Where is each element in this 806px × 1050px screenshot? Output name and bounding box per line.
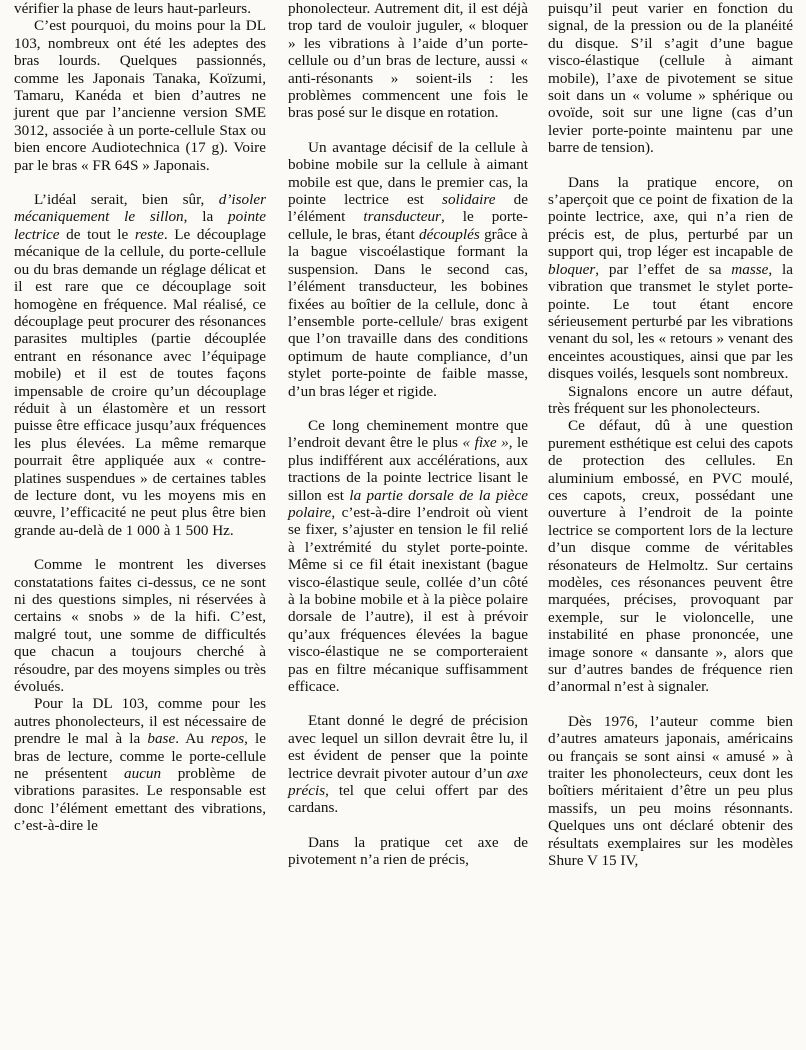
text-column-1 — [14, 0, 266, 835]
paragraph: Dès 1976, l’auteur comme bien d’autres amateurs japonais, américains ou français se sont ainsi « amusé » à traiter les phonolecteurs, ceux dont les boîtiers méritaient d’être un peu plus massifs, un peu moins résonnants. Quelques uns ont déclaré obtenir des résultats exemplaires sur les modèles Shure V 15 IV, — [548, 712, 793, 870]
paragraph: Comme le montrent les diverses constatations faites ci-dessus, ce ne sont ni des questions simples, ni réservées à certains « snobs » de la hifi. C’est, malgré tout, une somme de difficultés que chacun a toujours cherché à résoudre, par des moyens simples ou très évolués. — [14, 556, 266, 696]
paragraph: L’idéal serait, bien sûr, d’isoler mécaniquement le sillon, la pointe lectrice de tout le reste. Le découplage mécanique de la cellule, du porte-cellule ou du bras demande un réglage délicat et il est rare que ce découplage soit homogène en fréquence. Mal réalisé, ce découplage peut procurer des résonances parasites multiples (partie découplée entrant en résonance avec l’équipage mobile) et il est de toutes façons impensable de croire qu’un découplage réduit à un élastomère et un ressort puisse être efficace jusqu’aux fréquences les plus élevées. La même remarque pourrait être appliquée aux « contre-platines suspendues » de certaines tables de lecture dont, vu les moyens mis en œuvre, l’efficacité ne peut plus être bien grande au-delà de 1 000 à 1 500 Hz. — [14, 191, 267, 539]
paragraph: vérifier la phase de leurs haut-parleurs. — [14, 0, 251, 17]
text-column-3 — [548, 0, 793, 870]
paragraph: puisqu’il peut varier en fonction du signal, de la pression ou de la planéité du disque. S’il s’agit d’une bague visco-élastique (cellule à aimant mobile), l’axe de pivotement se situe soit dans un « volume » sphérique ou ovoïde, soit sur une ligne (cas d’un levier porte-pointe maintenu par une barre de tension). — [548, 0, 793, 157]
paragraph: Dans la pratique encore, on s’aperçoit que ce point de fixation de la pointe lectrice, axe, qui n’a rien de précis est, de plus, perturbé par un support qui, trop léger est incapable de bloquer, par l’effet de sa masse, la vibration que transmet le stylet porte-pointe. Le tout étant encore sérieusement perturbé par les vibrations venant du sol, les « retours » venant des enceintes acoustiques, ainsi que par les disques voilés, lesquels sont nombreux. — [548, 173, 793, 383]
text-column-2 — [288, 0, 528, 869]
paragraph: Ce long cheminement montre que l’endroit devant être le plus « fixe », le plus indifférent aux accélérations, aux tractions de la pointe lectrice lisant le sillon est la partie dorsale de la pièce polaire, c’est-à-dire l’endroit où vient se fixer, s’ajuster en tension le fil relié à l’extrémité du stylet porte-pointe. Même si ce fil était inexistant (bague visco-élastique seule, collée d’un côté à la bobine mobile et à la pièce polaire dorsale de l’autre), il est à prévoir qu’aux fréquences élevées la bague visco-élastique ne se comporteraient pas en filtre mécanique suffisamment efficace. — [288, 416, 528, 696]
paragraph: Dans la pratique cet axe de pivotement n’a rien de précis, — [288, 833, 528, 869]
paragraph: Un avantage décisif de la cellule à bobine mobile sur la cellule à aimant mobile est que, dans le premier cas, la pointe lectrice est solidaire de l’élément transducteur, le porte-cellule, le bras, étant découplés grâce à la bague viscoélastique formant la suspension. Dans le second cas, l’élément transducteur, les bobines fixées au boîtier de la cellule, donc à l’ensemble porte-cellule/ bras exigent que l’on travaille dans des conditions optimum de haute compliance, d’un stylet porte-pointe de faible masse, d’un bras léger et rigide. — [288, 138, 528, 400]
paragraph: Signalons encore un autre défaut, très fréquent sur les phonolecteurs. — [548, 382, 793, 417]
paragraph: phonolecteur. Autrement dit, il est déjà trop tard de vouloir juguler, « bloquer » les vibrations à l’aide d’un porte-cellule ou d’un bras de lecture, aussi « anti-résonants » soient-ils : les problèmes commencent une fois le bras posé sur le disque en rotation. — [288, 0, 528, 122]
paragraph: Etant donné le degré de précision avec lequel un sillon devrait être lu, il est évident de penser que la pointe lectrice devrait pivoter autour d’un axe précis, tel que celui offert par des cardans. — [288, 712, 528, 817]
paragraph: Pour la DL 103, comme pour les autres phonolecteurs, il est nécessaire de prendre le mal à la base. Au repos, le bras de lecture, comme le porte-cellule ne présentent aucun problème de vibrations parasites. Le responsable est donc l’élément emettant des vibrations, c’est-à-dire le — [14, 695, 266, 835]
paragraph: Ce défaut, dû à une question purement esthétique est celui des capots de protection des cellules. En aluminium embossé, en PVC moulé, ces capots, creux, possédant une ouverture à l’endroit de la pointe lectrice se comportent lors de la lecture d’un disque comme de véritables résonateurs de Helmoltz. Sur certains modèles, ces résonances peuvent être marquées, précises, provoquant par exemple, sur le violoncelle, une instabilité en phase prononcée, une image sonore « dansante », alors que sur d’autres bandes de fréquence rien d’anormal n’est à signaler. — [548, 417, 793, 696]
paragraph: C’est pourquoi, du moins pour la DL 103, nombreux ont été les adeptes des bras lourds. Quelques passionnés, comme les Japonais Tanaka, Koïzumi, Tamaru, Kanéda et bien d’autres ne jurent que par l’ancienne version SME 3012, associée à un porte-cellule Stax ou bien encore Audiotechnica (17 g). Voire par le bras « FR 64S » Japonais. — [14, 17, 266, 174]
